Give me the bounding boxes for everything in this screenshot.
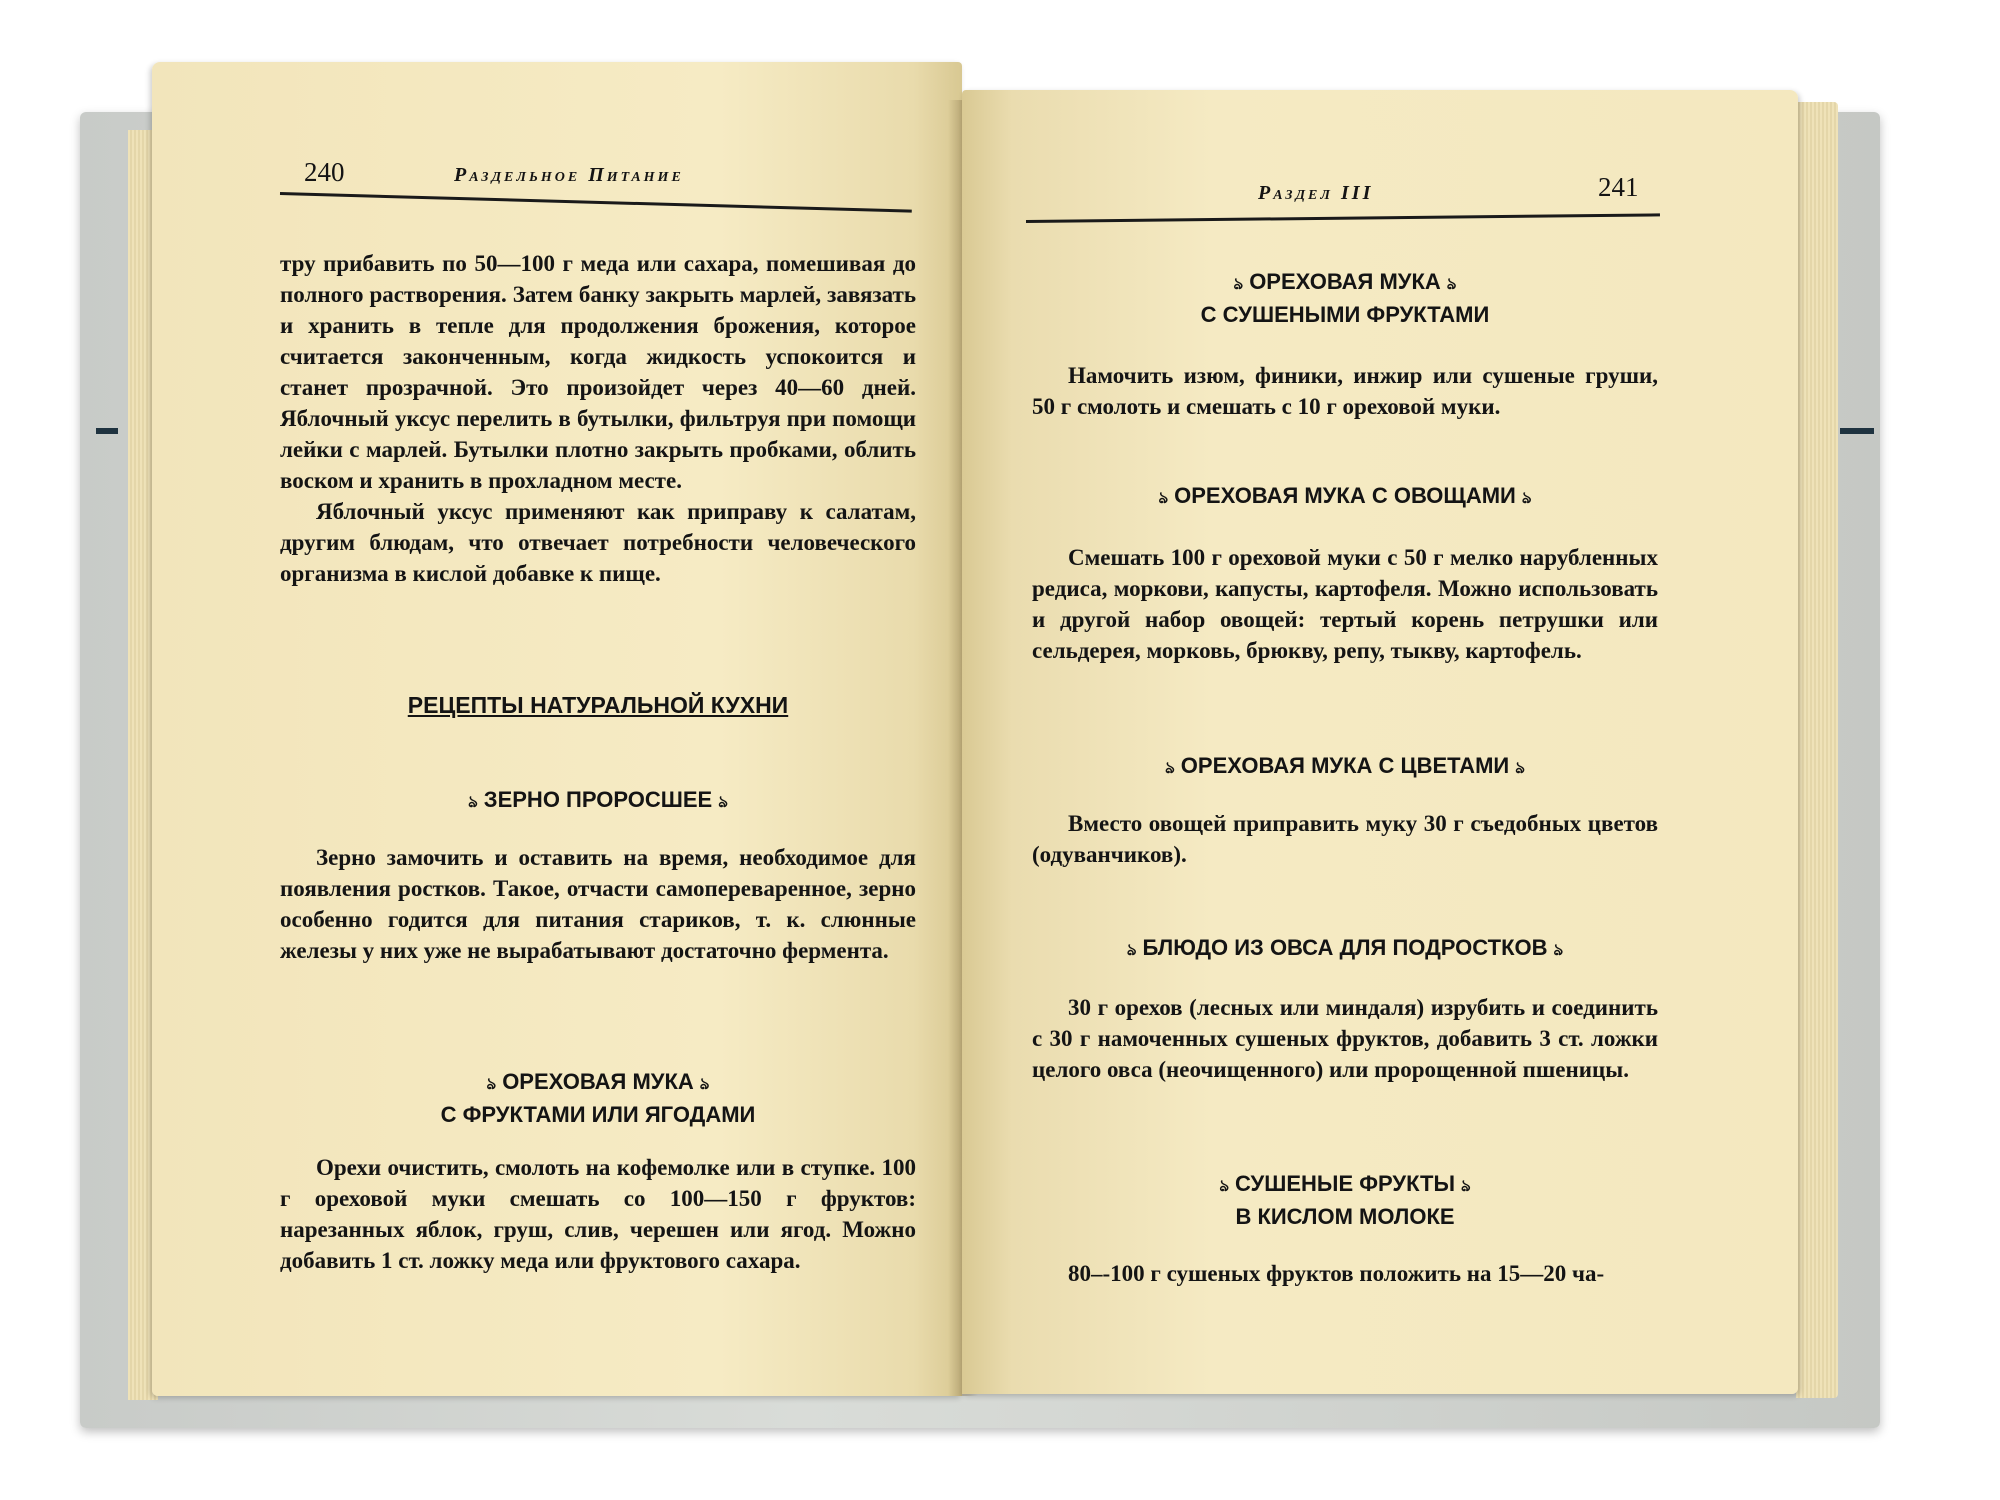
recipe-title-line2: С СУШЕНЫМИ ФРУКТАМИ [1200,302,1490,327]
recipe-text-block [1032,542,1658,666]
running-head: Раздел III [1258,182,1374,204]
recipe-title: ОРЕХОВАЯ МУКА [1249,269,1441,294]
cover-stripe [1840,428,1874,434]
ornament-icon: ঌ [699,1074,710,1093]
header-rule [1026,213,1660,223]
recipe-text-block [1032,1258,1658,1289]
ornament-icon: ঌ [718,792,728,811]
recipe-text-block [1032,808,1658,870]
ornament-icon: ঌ [1233,274,1244,293]
running-head: Раздельное Питание [454,164,684,186]
ornament-icon: ঌ [468,792,478,811]
recipe-text-block [280,1152,916,1276]
ornament-icon: ঌ [1219,1176,1229,1195]
recipe-title: СУШЕНЫЕ ФРУКТЫ [1234,1171,1456,1196]
ornament-icon: ঌ [1461,1176,1471,1195]
paragraph: Намочить изюм, финики, инжир или сушеные груши, 50 г смолоть и смешать с 10 г ореховой муки. [1032,363,1658,419]
paragraph: 30 г орехов (лесных или миндаля) изрубить и соединить с 30 г намоченных сушеных фруктов, добавить 3 ст. ложки целого овса (неочищенного) или пророщенной пшеницы. [1032,995,1658,1082]
recipe-heading [280,784,916,817]
page-number: 240 [304,157,345,187]
recipe-title: ЗЕРНО ПРОРОСШЕЕ [483,787,713,812]
header-rule [280,192,912,213]
intro-text-block [280,248,916,589]
recipe-title-line2: С ФРУКТАМИ ИЛИ ЯГОДАМИ [440,1102,756,1127]
ornament-icon: ঌ [1158,488,1169,507]
recipe-text-block [1032,360,1658,422]
recipe-heading [1032,480,1658,513]
recipe-heading [1032,932,1658,965]
paragraph: Смешать 100 г ореховой муки с 50 г мелко нарубленных редиса, моркови, капусты, картофеля. Можно использовать и другой набор овощей: тертый корень петрушки или сельдерея, морковь, брюкву, репу, тыкву, картофель. [1032,545,1658,663]
ornament-icon: ঌ [1446,274,1457,293]
recipe-text-block [280,842,916,966]
recipe-title-line2: В КИСЛОМ МОЛОКЕ [1235,1204,1455,1229]
left-page [152,62,962,1396]
recipe-heading [280,1066,916,1130]
recipe-title: ОРЕХОВАЯ МУКА С ОВОЩАМИ [1174,483,1516,508]
recipe-heading [1032,1168,1658,1232]
paragraph: Орехи очистить, смолоть на кофемолке или в ступке. 100 г ореховой муки смешать со 100—150 г фруктов: нарезанных яблок, груш, слив, черешен или ягод. Можно добавить 1 ст. ложку меда или фруктового сахара. [280,1155,916,1273]
recipe-heading [1032,750,1658,783]
ornament-icon: ঌ [1165,758,1175,777]
paragraph: Вместо овощей приправить муку 30 г съедобных цветов (одуванчиков). [1032,811,1658,867]
ornament-icon: ঌ [486,1074,497,1093]
paragraph: 80–-100 г сушеных фруктов положить на 15—20 ча- [1068,1261,1605,1286]
ornament-icon: ঌ [1515,758,1525,777]
recipe-title: ОРЕХОВАЯ МУКА С ЦВЕТАМИ [1180,753,1510,778]
recipe-title: БЛЮДО ИЗ ОВСА ДЛЯ ПОДРОСТКОВ [1142,935,1548,960]
ornament-icon: ঌ [1553,940,1564,959]
cover-stripe [96,428,118,434]
recipe-title: ОРЕХОВАЯ МУКА [502,1069,694,1094]
page-number: 241 [1598,172,1639,202]
paragraph: тру прибавить по 50—100 г меда или сахара, помешивая до полного растворения. Затем банку закрыть марлей, завязать и хранить в тепле для продолжения брожения, которое считается законченным, когда жидкость успокоится и станет прозрачной. Это произойдет через 40—60 дней. Яблочный уксус перелить в бутылки, фильтруя при помощи лейки с марлей. Бутылки плотно закрыть пробками, облить воском и хранить в прохладном месте. [280,251,916,493]
ornament-icon: ঌ [1521,488,1532,507]
right-page [962,90,1798,1394]
right-page-edges [1796,102,1838,1398]
recipe-heading [1032,266,1658,330]
recipe-text-block [1032,992,1658,1085]
paragraph: Яблочный уксус применяют как приправу к салатам, другим блюдам, что отвечает потребности человеческого организма в кислой добавке к пище. [280,499,916,586]
paragraph: Зерно замочить и оставить на время, необходимое для появления ростков. Такое, отчасти самопереваренное, зерно особенно годится для питания стариков, т. к. слюнные железы у них уже не вырабатывают достаточно фермента. [280,845,916,963]
section-title: РЕЦЕПТЫ НАТУРАЛЬНОЙ КУХНИ [407,692,789,718]
ornament-icon: ঌ [1126,940,1137,959]
